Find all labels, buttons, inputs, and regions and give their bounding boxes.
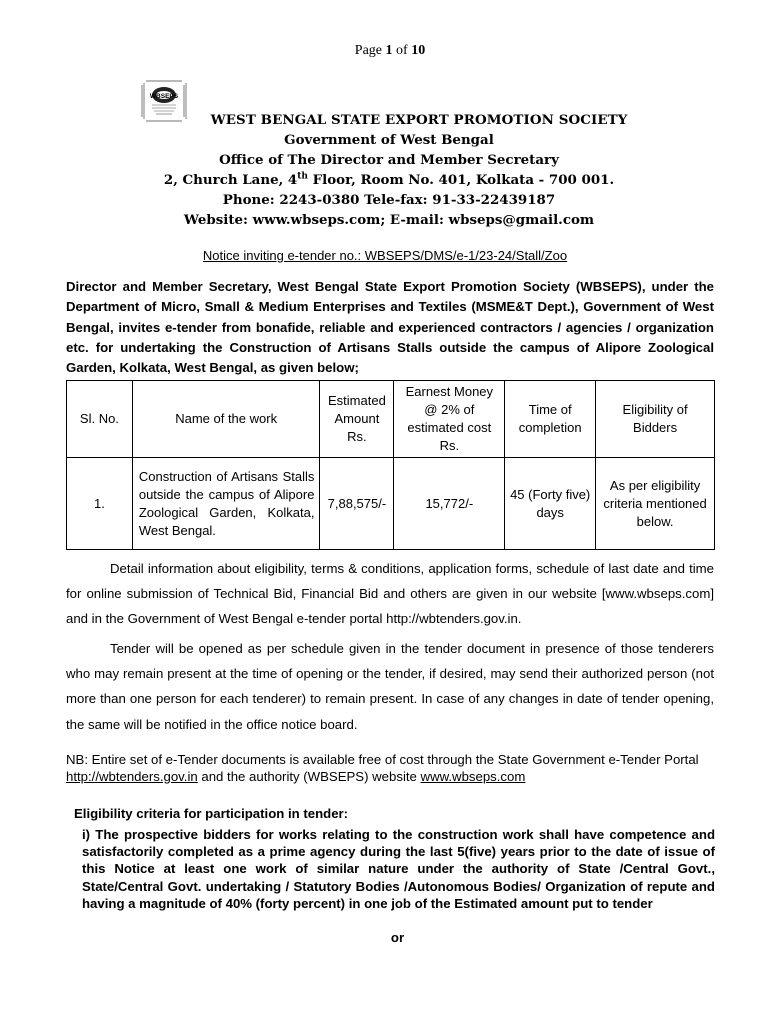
nb-text-middle: and the authority (WBSEPS) website	[197, 769, 421, 784]
address-sup: th	[297, 171, 308, 182]
page-number	[0, 43, 770, 59]
header-time: Time of completion	[505, 381, 596, 458]
nb-note	[66, 751, 714, 785]
office-line: Office of The Director and Member Secretary	[219, 152, 559, 168]
address-part2: Floor, Room No. 401, Kolkata - 700 001.	[307, 172, 615, 188]
logo-text: WBSEPS	[149, 93, 179, 100]
nb-text-before: NB: Entire set of e-Tender documents is available free of cost through the State Government e-Tender Portal	[66, 752, 699, 767]
header-eligibility: Eligibility of Bidders	[596, 381, 715, 458]
cell-name: Construction of Artisans Stalls outside the campus of Alipore Zoological Garden, Kolkata, West Bengal.	[132, 458, 320, 550]
page-current: 1	[385, 43, 393, 58]
header-sl-no: Sl. No.	[67, 381, 133, 458]
phone-line: Phone: 2243-0380 Tele-fax: 91-33-22439187	[222, 192, 556, 208]
cell-eligibility: As per eligibility criteria mentioned below.	[596, 458, 715, 550]
header-name: Name of the work	[132, 381, 320, 458]
web-email-line: Website: www.wbseps.com; E-mail: wbseps@gmail.com	[183, 212, 595, 228]
org-name: WEST BENGAL STATE EXPORT PROMOTION SOCIETY	[210, 112, 628, 128]
works-table	[66, 380, 715, 550]
detail-text: Detail information about eligibility, terms & conditions, application forms, schedule of last date and time for online submission of Technical Bid, Financial Bid and others are given in our website [www.wbseps.com] and in the Government of West Bengal e-tender portal http://wbtenders.gov.in.	[66, 561, 714, 627]
intro-paragraph: Director and Member Secretary, West Bengal State Export Promotion Society (WBSEPS), under the Department of Micro, Small & Medium Enterprises and Textiles (MSME&T Dept.), Government of West Bengal, invites e-tender from bonafide, reliable and experienced contractors / agencies / organization etc. for undertaking the Construction of Artisans Stalls outside the campus of Alipore Zoological Garden, Kolkata, West Bengal, as given below;	[66, 279, 714, 376]
page-total: 10	[411, 43, 426, 58]
detail-paragraph	[66, 556, 714, 632]
address-line	[0, 170, 770, 190]
table-header-row	[67, 381, 715, 458]
cell-sl-no: 1.	[67, 458, 133, 550]
page-of: of	[396, 43, 408, 58]
cell-time: 45 (Forty five) days	[505, 458, 596, 550]
or-separator: or	[390, 930, 405, 945]
cell-emd: 15,772/-	[394, 458, 505, 550]
page-label: Page	[354, 43, 383, 58]
letterhead	[0, 110, 770, 230]
table-row	[67, 458, 715, 550]
header-estimated: Estimated Amount Rs.	[320, 381, 394, 458]
opening-text: Tender will be opened as per schedule given in the tender document in presence of those tenderers who may remain present at the time of opening or the tender, if desired, may send their authorized person (not more than one person for each tenderer) to remain present. In case of any changes in date of tender opening, the same will be notified in the office notice board.	[66, 641, 714, 732]
eligibility-title: Eligibility criteria for participation in tender:	[74, 806, 349, 821]
eligibility-item-1: i) The prospective bidders for works relating to the construction work shall have competence and satisfactorily completed as a prime agency during the last 5(five) years prior to the date of issue of this Notice at least one work of similar nature under the authority of State /Central Govt., State/Central Govt. undertaking / Statutory Bodies /Autonomous Bodies/ Organization of repute and having a magnitude of 40% (forty percent) in one job of the Estimated amount put to tender	[82, 827, 715, 911]
notice-title: Notice inviting e-tender no.: WBSEPS/DMS/e-1/23-24/Stall/Zoo	[202, 248, 568, 263]
cell-estimated: 7,88,575/-	[320, 458, 394, 550]
header-emd: Earnest Money @ 2% of estimated cost Rs.	[394, 381, 505, 458]
wbseps-link[interactable]: www.wbseps.com	[420, 769, 526, 784]
address-part1: 2, Church Lane, 4	[163, 172, 298, 188]
government-line: Government of West Bengal	[284, 132, 494, 148]
opening-paragraph	[66, 636, 714, 737]
wbtenders-link[interactable]: http://wbtenders.gov.in	[66, 769, 198, 784]
